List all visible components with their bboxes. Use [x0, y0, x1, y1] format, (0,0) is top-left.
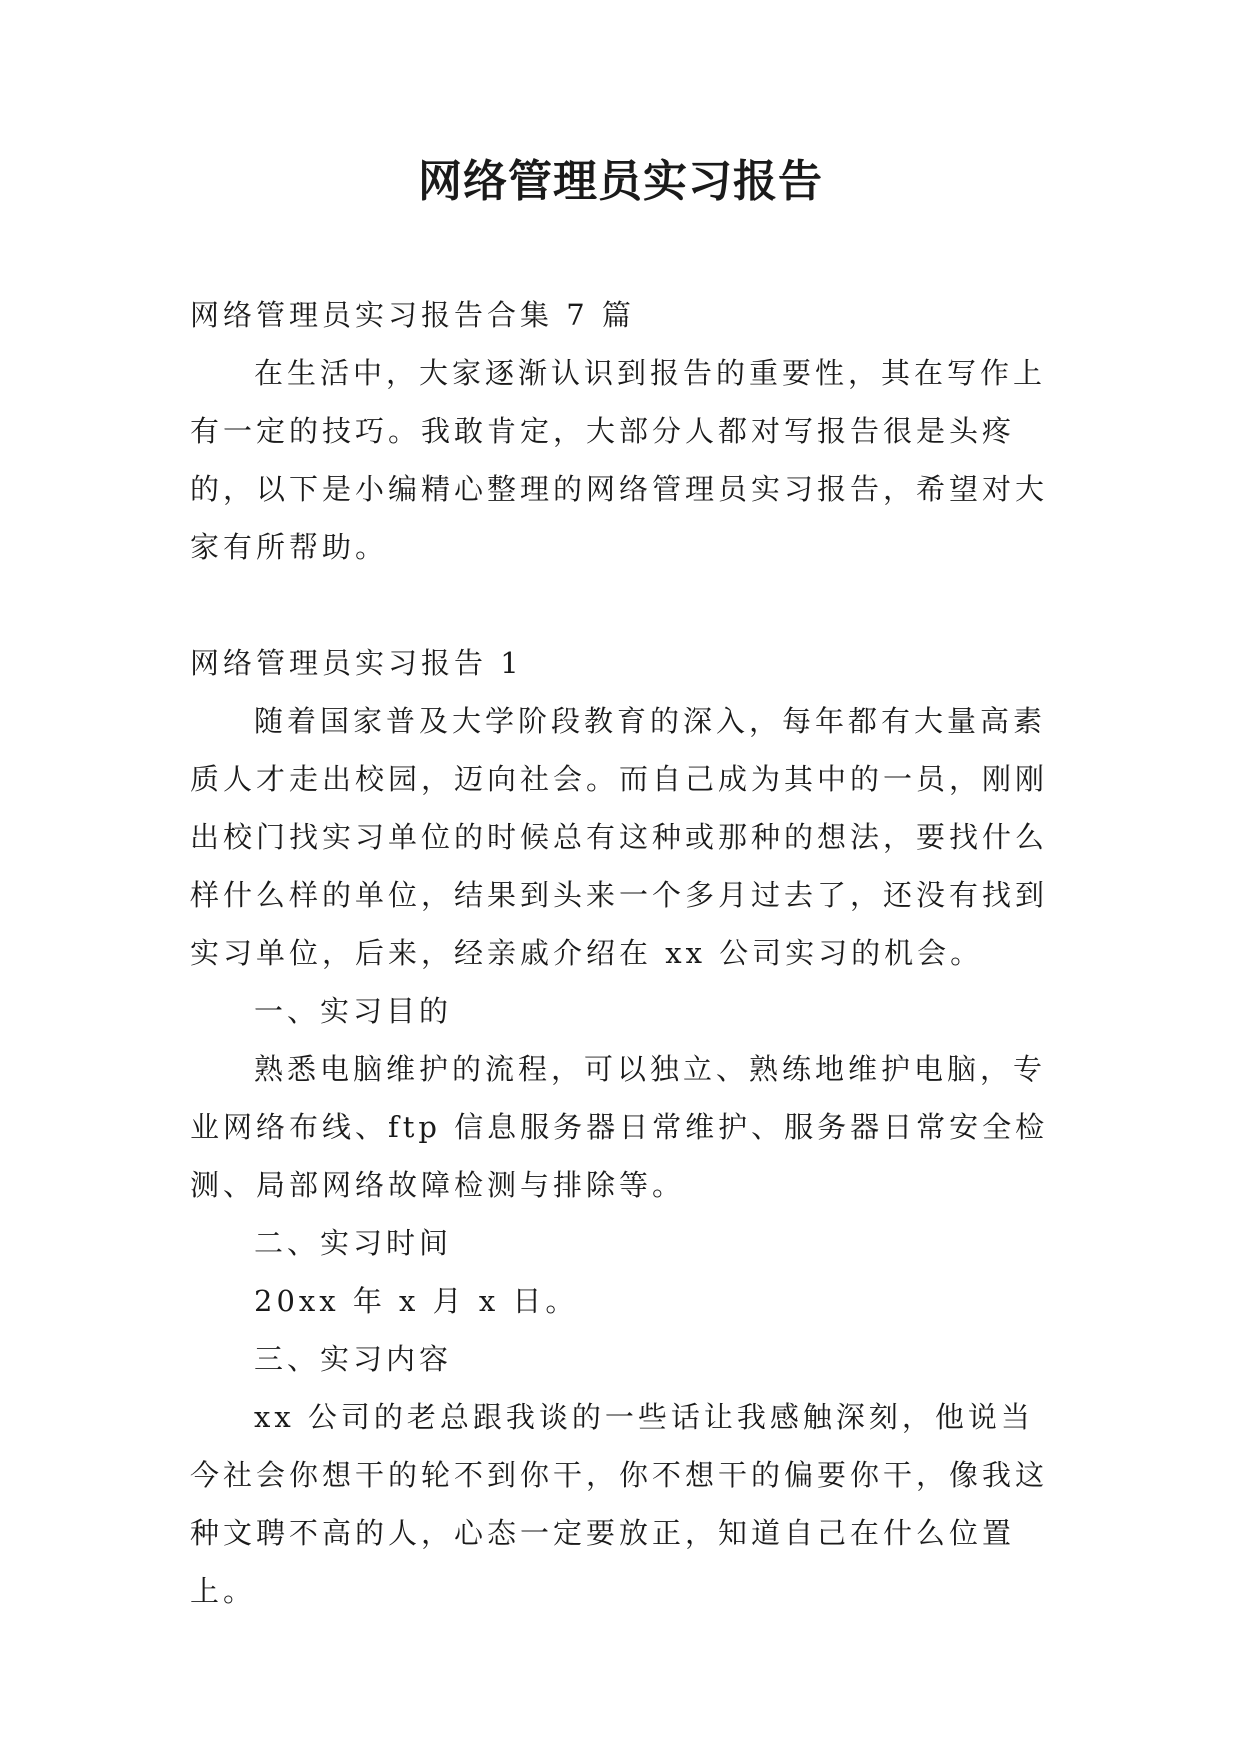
body-paragraph-4: xx 公司的老总跟我谈的一些话让我感触深刻，他说当今社会你想干的轮不到你干，你不想干的偏要你干，像我这种文聘不高的人，心态一定要放正，知道自己在什么位置上。	[190, 1400, 1049, 1608]
heading-internship-content: 三、实习内容	[254, 1342, 453, 1376]
document-body	[190, 286, 1060, 1620]
body-paragraph-3: 20xx 年 x 月 x 日。	[254, 1284, 579, 1318]
section-title: 网络管理员实习报告 1	[190, 646, 523, 680]
intro-paragraph: 在生活中，大家逐渐认识到报告的重要性，其在写作上有一定的技巧。我敢肯定，大部分人都对写报告很是头疼的，以下是小编精心整理的网络管理员实习报告，希望对大家有所帮助。	[190, 356, 1049, 564]
collection-subtitle: 网络管理员实习报告合集 7 篇	[190, 298, 635, 332]
paragraph-spacer	[190, 576, 1060, 634]
heading-internship-time: 二、实习时间	[254, 1226, 453, 1260]
heading-internship-purpose: 一、实习目的	[254, 994, 453, 1028]
document-title: 网络管理员实习报告	[418, 156, 823, 207]
body-paragraph-2: 熟悉电脑维护的流程，可以独立、熟练地维护电脑，专业网络布线、ftp 信息服务器日常维护、服务器日常安全检测、局部网络故障检测与排除等。	[190, 1052, 1049, 1202]
body-paragraph-1: 随着国家普及大学阶段教育的深入，每年都有大量高素质人才走出校园，迈向社会。而自己成为其中的一员，刚刚出校门找实习单位的时候总有这种或那种的想法，要找什么样什么样的单位，结果到头来一个多月过去了，还没有找到实习单位，后来，经亲戚介绍在 xx 公司实习的机会。	[190, 704, 1049, 970]
